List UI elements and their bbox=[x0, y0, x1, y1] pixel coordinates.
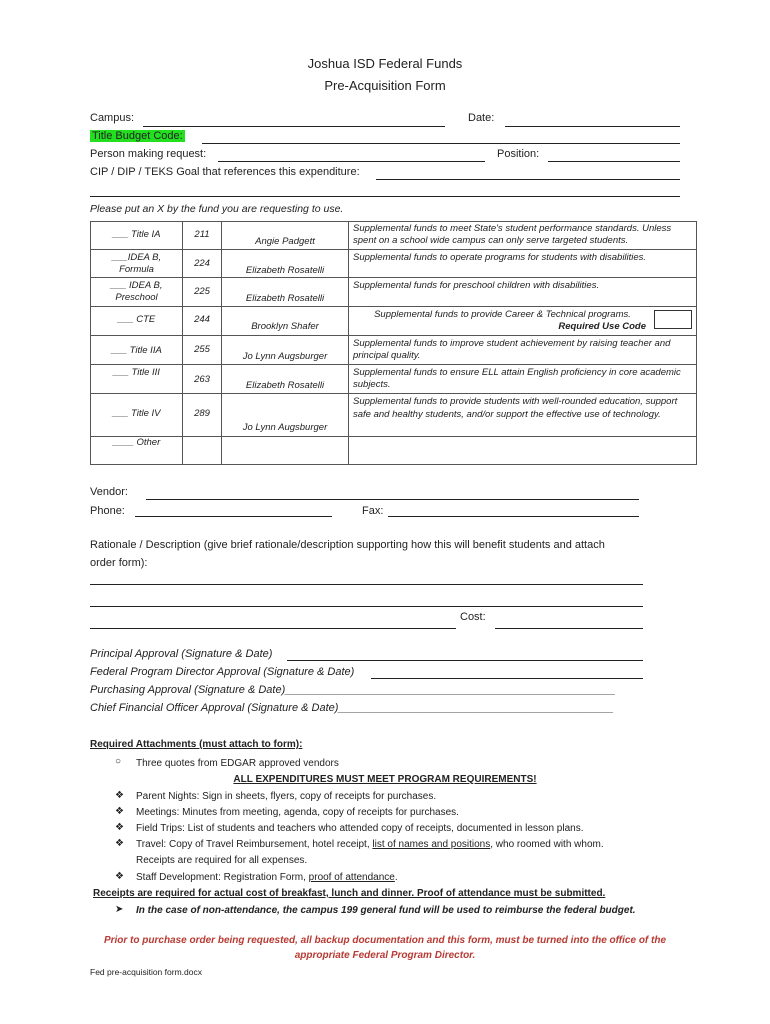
fund-contact: Angie Padgett bbox=[255, 236, 315, 247]
diamond-bullet-icon: ❖ bbox=[115, 871, 124, 882]
fund-table bbox=[90, 221, 697, 465]
table-row bbox=[91, 278, 697, 307]
federal-approval-field[interactable] bbox=[371, 678, 643, 679]
fund-code: 225 bbox=[194, 286, 210, 297]
date-label: Date: bbox=[468, 112, 495, 124]
person-label: Person making request: bbox=[90, 148, 207, 160]
campus-field[interactable] bbox=[143, 126, 445, 127]
fund-desc: Supplemental funds to operate programs for students with disabilities. bbox=[353, 252, 647, 263]
table-row bbox=[91, 336, 697, 365]
table-row bbox=[91, 394, 697, 437]
fund-code: 289 bbox=[194, 408, 210, 419]
fund-name[interactable]: ___IDEA B, bbox=[111, 252, 162, 263]
cip-field-line2[interactable] bbox=[90, 196, 680, 197]
non-attendance-notice: In the case of non-attendance, the campus 199 general fund will be used to reimburse the federal budget. bbox=[136, 905, 636, 916]
date-field[interactable] bbox=[505, 126, 680, 127]
fund-desc: Supplemental funds to meet State's student performance standards. Unless spent on a school wide campus can only serve targeted students. bbox=[353, 223, 672, 246]
diamond-bullet-icon: ❖ bbox=[115, 790, 124, 801]
diamond-bullet-icon: ❖ bbox=[115, 822, 124, 833]
travel-item: Travel: Copy of Travel Reimbursement, hotel receipt, list of names and positions, who roomed with whom. bbox=[136, 839, 604, 850]
required-use-code-input[interactable] bbox=[654, 310, 692, 329]
fund-code: 263 bbox=[194, 374, 210, 385]
rationale-field-line2[interactable] bbox=[90, 606, 643, 607]
fund-name[interactable]: ____ Other bbox=[112, 437, 161, 448]
circle-bullet-icon: ○ bbox=[115, 756, 122, 767]
fund-contact: Elizabeth Rosatelli bbox=[245, 265, 325, 276]
fund-desc: Supplemental funds to improve student achievement by raising teacher and principal quality. bbox=[353, 338, 671, 361]
diamond-bullet-icon: ❖ bbox=[115, 838, 124, 849]
position-field[interactable] bbox=[548, 161, 680, 162]
fund-desc: Supplemental funds to ensure ELL attain English proficiency in core academic subjects. bbox=[353, 367, 681, 390]
fund-name[interactable]: ___ Title IV bbox=[112, 408, 161, 419]
principal-approval-label: Principal Approval (Signature & Date) bbox=[90, 648, 273, 660]
rationale-field-line1[interactable] bbox=[90, 584, 643, 585]
table-row bbox=[91, 307, 697, 336]
attachments-heading: Required Attachments (must attach to form): bbox=[90, 739, 303, 750]
office-notice: Prior to purchase order being requested, all backup documentation and this form, must be turned into the office of the bbox=[103, 935, 667, 946]
cost-field[interactable] bbox=[495, 628, 643, 629]
quotes-item: Three quotes from EDGAR approved vendors bbox=[136, 758, 339, 769]
fund-desc: Supplemental funds to provide Career & Technical programs. bbox=[374, 309, 631, 320]
fund-code: 244 bbox=[194, 314, 210, 325]
cfo-approval-label[interactable]: Chief Financial Officer Approval (Signature & Date)_____________________________________________ bbox=[90, 702, 614, 714]
form-subtitle: Pre-Acquisition Form bbox=[324, 78, 446, 93]
fund-name[interactable]: ___ Title IIA bbox=[111, 345, 162, 356]
rationale-label: Rationale / Description (give brief rationale/description supporting how this will benefit students and attach bbox=[90, 539, 605, 551]
travel-item-line2: Receipts are required for all expenses. bbox=[136, 855, 308, 866]
vendor-field[interactable] bbox=[146, 499, 639, 500]
fund-contact: Elizabeth Rosatelli bbox=[245, 380, 325, 391]
title-budget-code-field[interactable] bbox=[202, 143, 680, 144]
required-use-code-label: Required Use Code bbox=[558, 321, 646, 332]
fund-code: 224 bbox=[194, 258, 210, 269]
principal-approval-field[interactable] bbox=[287, 660, 643, 661]
file-name: Fed pre-acquisition form.docx bbox=[90, 967, 202, 977]
table-row bbox=[91, 437, 697, 465]
fund-name-line2: Formula bbox=[119, 264, 154, 275]
fund-name-line2: Preschool bbox=[115, 292, 158, 303]
federal-approval-label: Federal Program Director Approval (Signature & Date) bbox=[90, 666, 355, 678]
campus-label: Campus: bbox=[90, 112, 135, 124]
fax-label: Fax: bbox=[362, 505, 384, 517]
purchasing-approval-label[interactable]: Purchasing Approval (Signature & Date)______________________________________________________ bbox=[90, 684, 616, 696]
vendor-label: Vendor: bbox=[90, 486, 128, 498]
office-notice-line2: appropriate Federal Program Director. bbox=[294, 950, 476, 961]
fund-name[interactable]: ___ IDEA B, bbox=[110, 280, 163, 291]
all-expenditures-notice: ALL EXPENDITURES MUST MEET PROGRAM REQUIREMENTS! bbox=[233, 774, 537, 785]
list-item: Parent Nights: Sign in sheets, flyers, copy of receipts for purchases. bbox=[136, 791, 437, 802]
fund-desc: Supplemental funds to provide students with well-rounded education, support safe and healthy students, and/or support the effective use of technology. bbox=[353, 396, 678, 420]
rationale-field-line3[interactable] bbox=[90, 628, 456, 629]
table-row bbox=[91, 250, 697, 278]
fund-code: 211 bbox=[194, 229, 210, 240]
arrow-bullet-icon: ➤ bbox=[115, 904, 124, 915]
fund-contact: Jo Lynn Augsburger bbox=[242, 422, 328, 433]
fund-code: 255 bbox=[194, 344, 210, 355]
phone-label: Phone: bbox=[90, 505, 125, 517]
diamond-bullet-icon: ❖ bbox=[115, 806, 124, 817]
table-row bbox=[91, 365, 697, 394]
fund-desc: Supplemental funds for preschool children with disabilities. bbox=[353, 280, 600, 291]
list-item: Field Trips: List of students and teachers who attended copy of receipts, documented in lesson plans. bbox=[136, 823, 584, 834]
person-field[interactable] bbox=[218, 161, 485, 162]
fund-contact: Jo Lynn Augsburger bbox=[242, 351, 328, 362]
staff-development-item: Staff Development: Registration Form, proof of attendance. bbox=[136, 872, 398, 883]
form-title: Joshua ISD Federal Funds bbox=[307, 56, 463, 71]
fund-contact: Elizabeth Rosatelli bbox=[245, 293, 325, 304]
list-item: Meetings: Minutes from meeting, agenda, copy of receipts for purchases. bbox=[136, 807, 459, 818]
position-label: Position: bbox=[497, 148, 540, 160]
receipts-notice: Receipts are required for actual cost of breakfast, lunch and dinner. Proof of attendance must be submitted. bbox=[93, 888, 606, 899]
title-budget-code-label bbox=[90, 130, 185, 142]
rationale-label-line2: order form): bbox=[90, 557, 148, 569]
cost-label: Cost: bbox=[460, 611, 486, 623]
fax-field[interactable] bbox=[388, 516, 639, 517]
fund-name[interactable]: ___ Title III bbox=[113, 367, 160, 378]
table-row bbox=[91, 222, 697, 250]
fund-instruction: Please put an X by the fund you are requesting to use. bbox=[90, 203, 344, 215]
fund-name[interactable]: ___ CTE bbox=[117, 314, 156, 325]
phone-field[interactable] bbox=[135, 516, 332, 517]
cip-label: CIP / DIP / TEKS Goal that references this expenditure: bbox=[90, 166, 360, 178]
fund-name[interactable]: ___ Title IA bbox=[112, 229, 161, 240]
proof-of-attendance-link: proof of attendance bbox=[308, 872, 395, 883]
travel-names-link: list of names and positions bbox=[372, 839, 491, 850]
cip-field[interactable] bbox=[376, 179, 680, 180]
fund-contact: Brooklyn Shafer bbox=[251, 321, 319, 332]
title-budget-code-highlight: Title Budget Code: bbox=[92, 130, 183, 142]
